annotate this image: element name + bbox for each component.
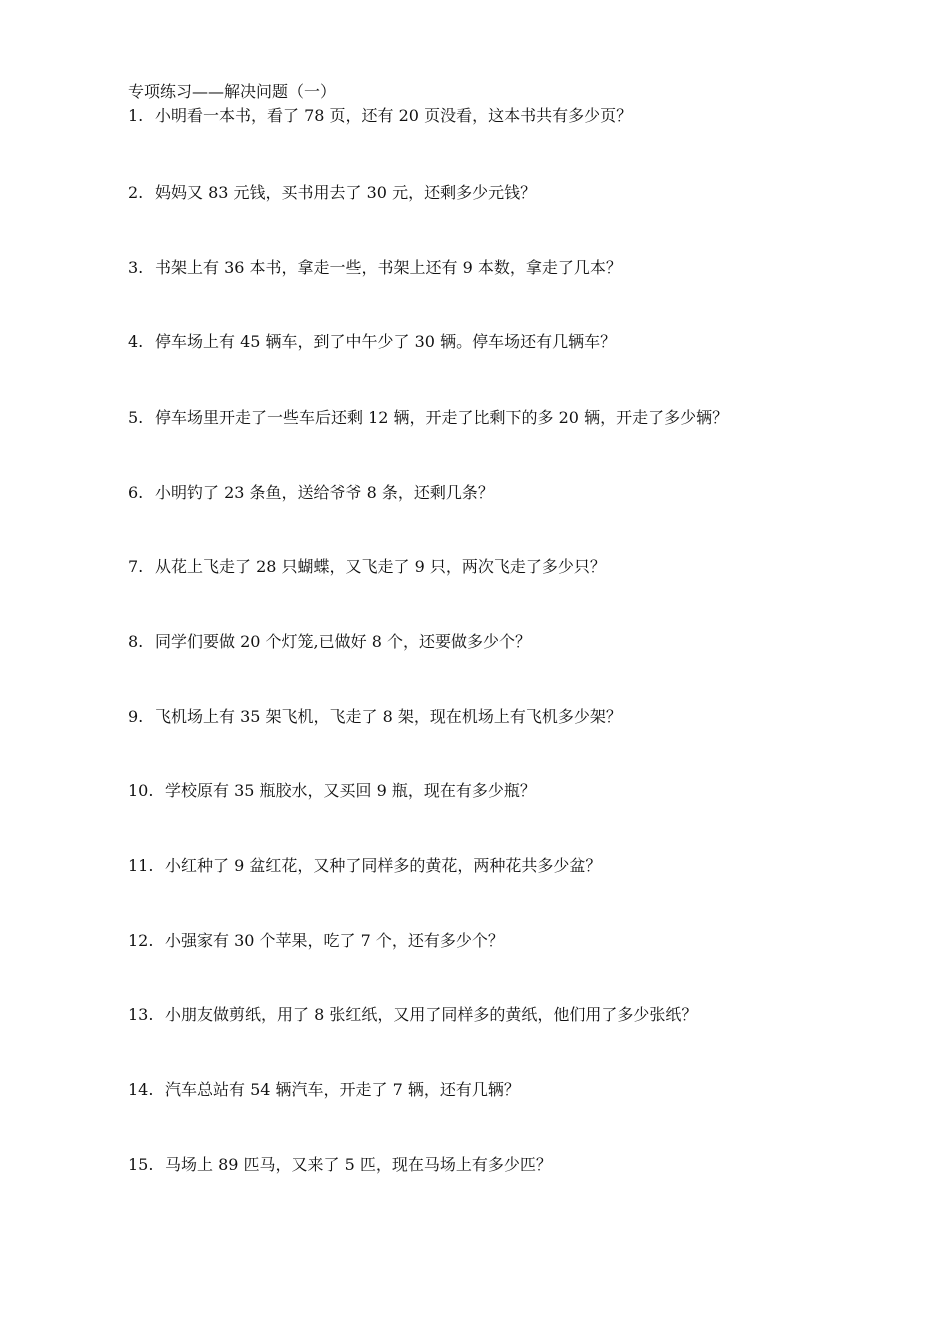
question-text: 飞机场上有 35 架飞机，飞走了 8 架，现在机场上有飞机多少架？ xyxy=(155,707,622,726)
question-item xyxy=(128,406,728,430)
question-number: 13. xyxy=(128,1005,154,1024)
question-text: 小红种了 9 盆红花，又种了同样多的黄花，两种花共多少盆？ xyxy=(165,856,602,875)
question-text: 小朋友做剪纸，用了 8 张红纸，又用了同样多的黄纸，他们用了多少张纸？ xyxy=(165,1005,698,1024)
question-item xyxy=(128,181,536,205)
question-text: 小强家有 30 个苹果，吃了 7 个，还有多少个？ xyxy=(165,931,504,950)
question-text: 书架上有 36 本书，拿走一些，书架上还有 9 本数，拿走了几本？ xyxy=(155,258,622,277)
question-number: 2. xyxy=(128,183,144,202)
question-text: 马场上 89 匹马，又来了 5 匹，现在马场上有多少匹？ xyxy=(165,1155,552,1174)
question-item xyxy=(128,256,622,280)
question-item xyxy=(128,555,606,579)
question-item xyxy=(128,481,494,505)
question-number: 3. xyxy=(128,258,144,277)
question-number: 6. xyxy=(128,483,144,502)
question-item xyxy=(128,779,536,803)
question-number: 9. xyxy=(128,707,144,726)
question-text: 妈妈又 83 元钱，买书用去了 30 元，还剩多少元钱？ xyxy=(155,183,537,202)
question-item xyxy=(128,330,616,354)
question-item xyxy=(128,1078,520,1102)
question-text: 小明看一本书，看了 78 页，还有 20 页没看，这本书共有多少页？ xyxy=(155,106,633,125)
question-number: 1. xyxy=(128,106,144,125)
question-item xyxy=(128,630,531,654)
question-number: 12. xyxy=(128,931,154,950)
question-number: 7. xyxy=(128,557,144,576)
question-item xyxy=(128,104,632,128)
question-item xyxy=(128,1003,697,1027)
document-title: 专项练习——解决问题（一） xyxy=(128,82,337,101)
question-text: 停车场里开走了一些车后还剩 12 辆，开走了比剩下的多 20 辆，开走了多少辆？ xyxy=(155,408,729,427)
question-item xyxy=(128,854,601,878)
question-number: 5. xyxy=(128,408,144,427)
question-text: 停车场上有 45 辆车，到了中午少了 30 辆。停车场还有几辆车？ xyxy=(155,332,617,351)
question-item xyxy=(128,1153,552,1177)
question-text: 同学们要做 20 个灯笼,已做好 8 个，还要做多少个？ xyxy=(155,632,531,651)
question-number: 8. xyxy=(128,632,144,651)
question-number: 11. xyxy=(128,856,154,875)
question-number: 15. xyxy=(128,1155,154,1174)
question-text: 小明钓了 23 条鱼，送给爷爷 8 条，还剩几条？ xyxy=(155,483,494,502)
question-number: 14. xyxy=(128,1080,154,1099)
question-item xyxy=(128,705,622,729)
question-text: 学校原有 35 瓶胶水，又买回 9 瓶，现在有多少瓶？ xyxy=(165,781,536,800)
question-text: 从花上飞走了 28 只蝴蝶，又飞走了 9 只，两次飞走了多少只？ xyxy=(155,557,606,576)
question-number: 4. xyxy=(128,332,144,351)
question-text: 汽车总站有 54 辆汽车，开走了 7 辆，还有几辆？ xyxy=(165,1080,520,1099)
question-item xyxy=(128,929,504,953)
question-number: 10. xyxy=(128,781,154,800)
